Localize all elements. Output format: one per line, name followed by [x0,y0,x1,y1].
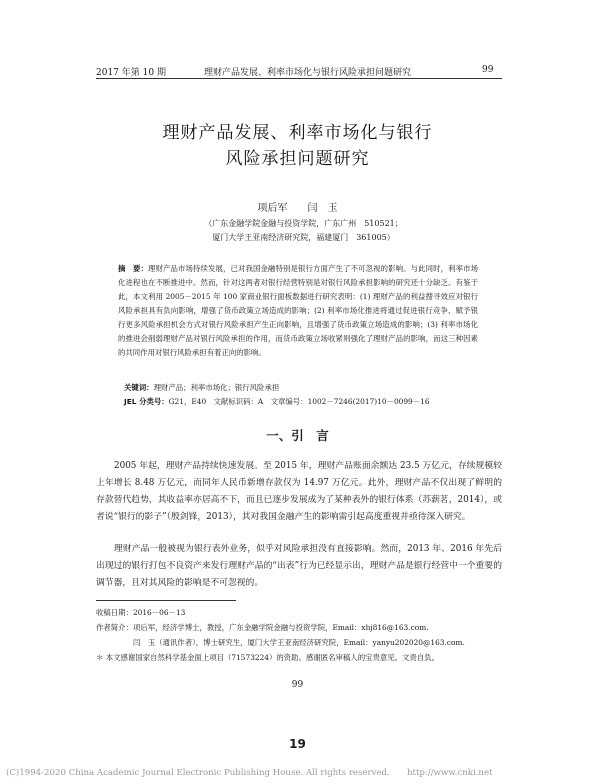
abstract-text: 理财产品市场持续发展，已对我国金融特别是银行方面产生了不可忽视的影响。与此同时，利率市场化进程也在不断推进中。然而，针对这两者对银行经营特别是对银行风险承担影响的研究还十分缺乏。有鉴于此，本文利用 2005－2015 年 100 家商业银行面板数据进行研究表明：(1) 理财产品的利益搜寻效应对银行风险承担具有负向影响，增强了货币政策立场造成的影响；(2) 利率市场化推进将通过促进银行竞争、赋予银行更多风险承担机会方式对银行风险承担产生正向影响，且增强了货币政策立场造成的影响；(3) 利率市场化的推进会削弱理财产品对银行风险承担的作用，而货币政策立场收紧则强化了理财产品的影响，而这三种因素的共同作用对银行风险承担有着正向的影响。 [118,264,478,357]
sequence-page-number: 19 [289,737,306,751]
footnote-rule [96,600,236,601]
jel-label: JEL 分类号： [124,397,169,406]
section-heading-introduction: 一、引 言 [266,428,329,443]
header-running-title: 理财产品发展、利率市场化与银行风险承担问题研究 [204,68,412,78]
footnote-acknowledgement: ＊ 本文感谢国家自然科学基金面上项目（71573224）的资助。感谢匿名审稿人的宝贵意见。文责自负。 [96,653,439,662]
affiliation-line2: 厦门大学王亚南经济研究院，福建厦门 361005） [212,233,395,242]
abstract [118,262,478,360]
footnote-received-date: 收稿日期：2016－06－13 [96,608,186,617]
keywords-label: 关键词： [124,383,154,392]
header-page-number: 99 [482,65,494,75]
jel-text: G21，E40 文献标识码：A 文章编号：1002－7246(2017)10－0099－16 [168,397,430,406]
jel-classification [124,396,504,407]
header-issue: 2017 年第 10 期 [96,68,166,78]
footnote-author-1: 作者简介：项后军，经济学博士，教授，广东金融学院金融与投资学院，Email：xhj816@163.com. [96,623,429,632]
copyright-notice: (C)1994-2020 China Academic Journal Electronic Publishing House. All rights reserved. http://www.cnki.net [6,768,493,778]
header-rule [96,78,502,79]
affiliation-line1: （广东金融学院金融与投资学院，广东广州 510521； [204,219,403,228]
keywords [124,382,504,393]
footnote-author-2: 闫 玉（通讯作者），博士研究生，厦门大学王亚南经济研究院，Email：yanyu202020@163.com. [96,638,465,647]
authors: 项后军 闫 玉 [257,203,338,214]
body-paragraph-2: 理财产品一般被视为银行表外业务，似乎对风险承担没有直接影响。然而，2013 年、2016 年先后出现过的银行打包不良资产来发行理财产品的“出表”行为已经显示出，理财产品是银行经营中一个重要的调节器，且对其风险的影响是不可忽视的。 [96,544,502,588]
paper-title-line2: 风险承担问题研究 [225,149,370,169]
footer-page-number: 99 [291,680,304,690]
paper-title-line1: 理财产品发展、利率市场化与银行 [162,123,433,143]
body-paragraph-1: 2005 年起，理财产品持续快速发展。至 2015 年，理财产品账面余额达 23.5 万亿元，存续规模较上年增长 8.48 万亿元，而同年人民币新增存款仅为 14.97 万亿元。此外，理财产品不仅出现了鲜明的存款替代趋势，其收益率亦居高不下，而且已逐步发展成为了某种表外的银行体系（苏薪茗，2014），或者说“银行的影子”（殷剑锋，2013），其对我国金融产生的影响需引起高度重视并亟待深入研究。 [96,461,502,522]
keywords-text: 理财产品；利率市场化；银行风险承担 [153,383,280,392]
abstract-label: 摘 要： [118,264,149,273]
